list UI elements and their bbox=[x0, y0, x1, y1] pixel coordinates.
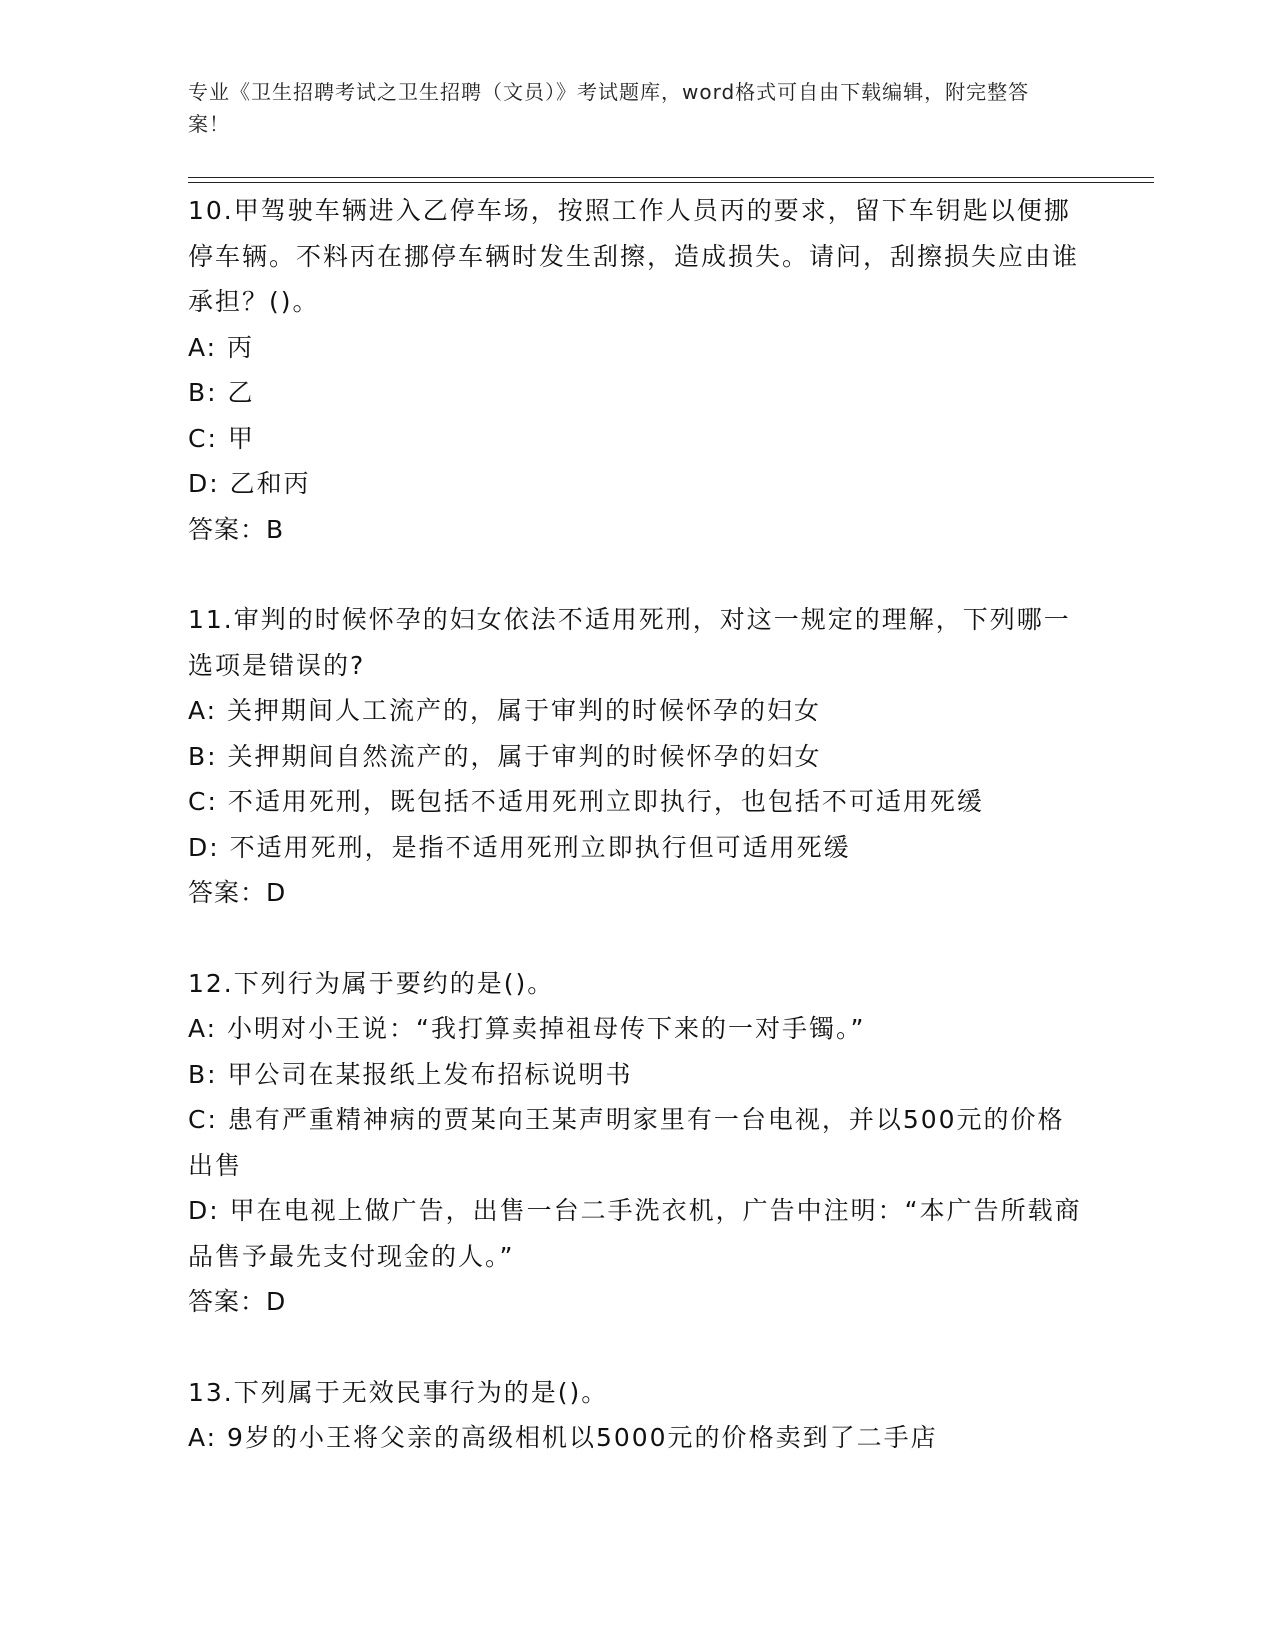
answer-line: 答案：D bbox=[188, 878, 287, 907]
question-11 bbox=[188, 597, 1088, 916]
header-divider-top bbox=[188, 177, 1154, 178]
option-c: C: 甲 bbox=[188, 423, 255, 453]
question-spacer bbox=[188, 1325, 1088, 1370]
question-10 bbox=[188, 188, 1088, 552]
answer-line: 答案：D bbox=[188, 1287, 287, 1316]
answer-line: 答案：B bbox=[188, 514, 285, 544]
option-b: B: 甲公司在某报纸上发布招标说明书 bbox=[188, 1059, 633, 1089]
question-13 bbox=[188, 1370, 1088, 1461]
option-a: A: 关押期间人工流产的，属于审判的时候怀孕的妇女 bbox=[188, 696, 822, 725]
question-list bbox=[188, 188, 1088, 1461]
option-d: D: 乙和丙 bbox=[188, 469, 311, 498]
option-b: B: 乙 bbox=[188, 378, 255, 407]
option-d: D: 不适用死刑，是指不适用死刑立即执行但可适用死缓 bbox=[188, 832, 851, 862]
document-header: 专业《卫生招聘考试之卫生招聘（文员）》考试题库，word格式可自由下载编辑，附完整答案！ bbox=[188, 80, 1030, 136]
option-a: A: 丙 bbox=[188, 332, 255, 362]
option-c: C: 不适用死刑，既包括不适用死刑立即执行，也包括不可适用死缓 bbox=[188, 787, 984, 816]
question-stem: 13.下列属于无效民事行为的是()。 bbox=[188, 1377, 609, 1407]
question-spacer bbox=[188, 552, 1088, 597]
header-divider-bottom bbox=[188, 182, 1154, 183]
option-d: D: 甲在电视上做广告，出售一台二手洗衣机，广告中注明：“本广告所载商品售予最先支付现金的人。” bbox=[188, 1196, 1082, 1271]
question-stem: 12.下列行为属于要约的是()。 bbox=[188, 968, 555, 998]
option-a: A: 小明对小王说：“我打算卖掉祖母传下来的一对手镯。” bbox=[188, 1014, 866, 1043]
option-c: C: 患有严重精神病的贾某向王某声明家里有一台电视，并以500元的价格出售 bbox=[188, 1105, 1065, 1180]
option-b: B: 关押期间自然流产的，属于审判的时候怀孕的妇女 bbox=[188, 741, 822, 771]
option-a: A: 9岁的小王将父亲的高级相机以5000元的价格卖到了二手店 bbox=[188, 1423, 938, 1452]
question-spacer bbox=[188, 916, 1088, 961]
question-stem: 10.甲驾驶车辆进入乙停车场，按照工作人员丙的要求，留下车钥匙以便挪停车辆。不料丙在挪停车辆时发生刮擦，造成损失。请问，刮擦损失应由谁承担？()。 bbox=[188, 196, 1080, 316]
question-12 bbox=[188, 961, 1088, 1325]
question-stem: 11.审判的时候怀孕的妇女依法不适用死刑，对这一规定的理解，下列哪一选项是错误的? bbox=[188, 605, 1071, 680]
